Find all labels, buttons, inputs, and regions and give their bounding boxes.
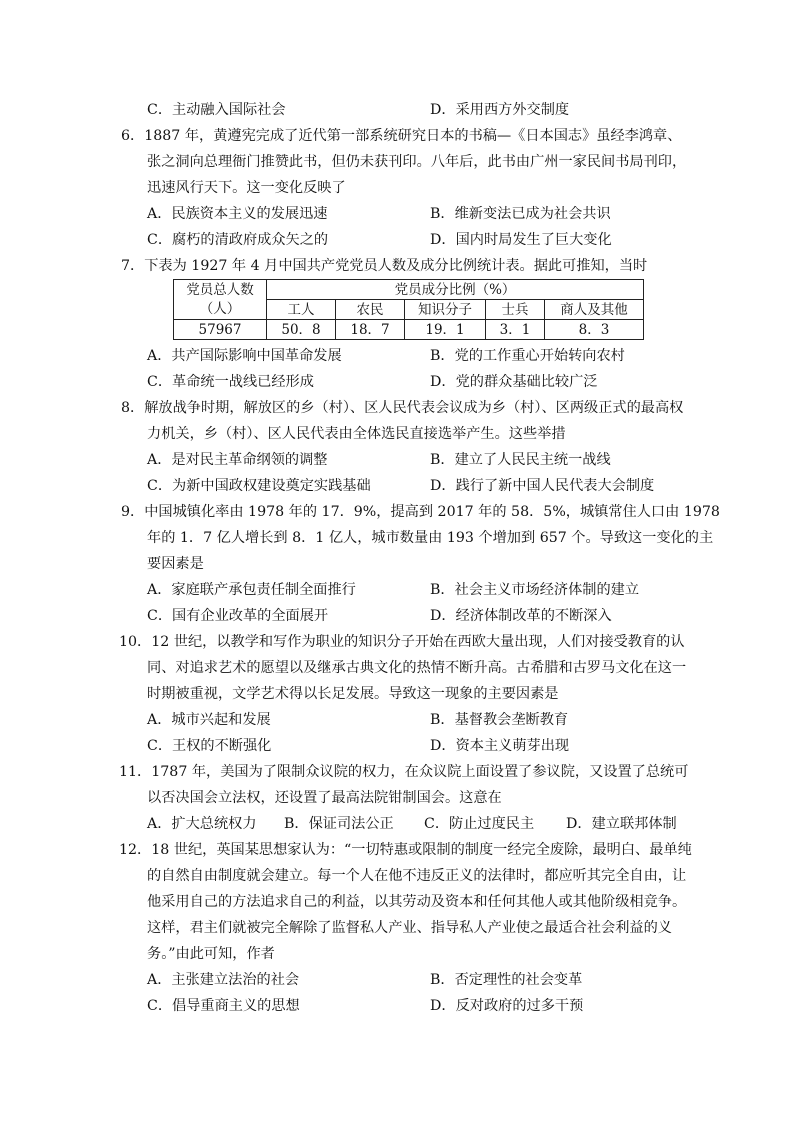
- q10-option-a: A．城市兴起和发展: [147, 712, 271, 728]
- q12-option-d: D．反对政府的过多干预: [430, 998, 584, 1014]
- table-row: [174, 320, 644, 340]
- value-workers: 50．8: [267, 320, 336, 340]
- q12-option-a: A．主张建立法治的社会: [147, 972, 300, 988]
- value-intellectuals: 19．1: [405, 320, 486, 340]
- column-header-merchants-others: 商人及其他: [545, 300, 644, 320]
- q6-option-b: B．维新变法已成为社会共识: [430, 206, 611, 222]
- q7-option-a: A．共产国际影响中国革命发展: [147, 348, 342, 364]
- q12-option-b: B．否定理性的社会变革: [430, 972, 583, 988]
- q7-stem-line1: 7．下表为 1927 年 4 月中国共产党党员人数及成分比例统计表。据此可推知，当时: [121, 258, 648, 274]
- q9-option-b: B．社会主义市场经济体制的建立: [430, 582, 640, 598]
- value-soldiers: 3．1: [486, 320, 545, 340]
- party-member-table: [173, 279, 644, 340]
- q7-option-b: B．党的工作重心开始转向农村: [430, 348, 625, 364]
- q12-stem-line2: 的自然自由制度就会建立。每一个人在他不违反正义的法律时，都应听其完全自由，让: [147, 868, 687, 884]
- q5-option-c: C．主动融入国际社会: [147, 102, 286, 118]
- q6-option-a: A．民族资本主义的发展迅速: [147, 206, 328, 222]
- q9-option-a: A．家庭联产承包责任制全面推行: [147, 582, 356, 598]
- q10-stem-line2: 同、对追求艺术的愿望以及继承古典文化的热情不断升高。古希腊和古罗马文化在这一: [147, 660, 687, 676]
- q11-option-d: D．建立联邦体制: [566, 816, 677, 832]
- q9-option-c: C．国有企业改革的全面展开: [147, 608, 329, 624]
- q12-stem-line3: 他采用自己的方法追求自己的利益，以其劳动及资本和任何其他人或其他阶级相竞争。: [147, 894, 687, 910]
- value-peasants: 18．7: [336, 320, 405, 340]
- q6-option-d: D．国内时局发生了巨大变化: [430, 232, 612, 248]
- q12-option-c: C．倡导重商主义的思想: [147, 998, 300, 1014]
- q10-option-b: B．基督教会垄断教育: [430, 712, 569, 728]
- q11-option-b: B．保证司法公正: [284, 816, 394, 832]
- q9-stem-line1: 9．中国城镇化率由 1978 年的 17．9%，提高到 2017 年的 58．5%，城镇常住人口由 1978: [121, 504, 720, 520]
- q8-option-a: A．是对民主革命纲领的调整: [147, 452, 328, 468]
- q7-option-d: D．党的群众基础比较广泛: [430, 374, 598, 390]
- q10-stem-line3: 时期被重视，文学艺术得以长足发展。导致这一现象的主要因素是: [147, 686, 559, 702]
- q11-option-c: C．防止过度民主: [424, 816, 535, 832]
- column-header-peasants: 农民: [336, 300, 405, 320]
- q9-stem-line3: 要因素是: [147, 556, 204, 572]
- q12-stem-line5: 务。”由此可知，作者: [147, 946, 275, 962]
- q6-stem-line3: 迅速风行天下。这一变化反映了: [147, 180, 346, 196]
- composition-ratio-header: 党员成分比例（%）: [267, 280, 644, 300]
- value-merchants-others: 8．3: [545, 320, 644, 340]
- q8-option-c: C．为新中国政权建设奠定实践基础: [147, 478, 371, 494]
- q8-stem-line1: 8．解放战争时期，解放区的乡（村）、区人民代表会议成为乡（村）、区两级正式的最高权: [121, 400, 684, 416]
- q10-stem-line1: 10．12 世纪，以教学和写作为职业的知识分子开始在西欧大量出现，人们对接受教育的认: [119, 634, 685, 650]
- total-members-value: 57967: [174, 320, 267, 340]
- q6-option-c: C．腐朽的清政府成众矢之的: [147, 232, 329, 248]
- q7-option-c: C．革命统一战线已经形成: [147, 374, 314, 390]
- q12-stem-line1: 12．18 世纪，英国某思想家认为：“一切特惠或限制的制度一经完全废除，最明白、最单纯: [119, 842, 692, 858]
- q10-option-c: C．王权的不断强化: [147, 738, 272, 754]
- q12-stem-line4: 这样，君主们就被完全解除了监督私人产业、指导私人产业使之最适合社会利益的义: [147, 920, 672, 936]
- q10-option-d: D．资本主义萌芽出现: [430, 738, 570, 754]
- q11-option-a: A．扩大总统权力: [147, 816, 257, 832]
- column-header-intellectuals: 知识分子: [405, 300, 486, 320]
- q6-stem-line2: 张之洞向总理衙门推赞此书，但仍未获刊印。八年后，此书由广州一家民间书局刊印，: [147, 154, 687, 170]
- total-members-header-line1: 党员总人数: [186, 281, 254, 298]
- total-members-header: [174, 280, 267, 320]
- column-header-workers: 工人: [267, 300, 336, 320]
- q6-stem-line1: 6．1887 年，黄遵宪完成了近代第一部系统研究日本的书稿—《日本国志》虽经李鸿章、: [121, 128, 682, 144]
- q11-stem-line1: 11．1787 年，美国为了限制众议院的权力，在众议院上面设置了参议院，又设置了总统可: [119, 764, 689, 780]
- table-header-row: [174, 280, 644, 300]
- q8-stem-line2: 力机关，乡（村）、区人民代表由全体选民直接选举产生。这些举措: [147, 426, 566, 442]
- total-members-header-line2: （人）: [199, 300, 241, 317]
- q8-option-d: D．践行了新中国人民代表大会制度: [430, 478, 655, 494]
- q8-option-b: B．建立了人民民主统一战线: [430, 452, 611, 468]
- column-header-soldiers: 士兵: [486, 300, 545, 320]
- q9-option-d: D．经济体制改革的不断深入: [430, 608, 612, 624]
- q5-option-d: D．采用西方外交制度: [430, 102, 570, 118]
- q9-stem-line2: 年的 1．7 亿人增长到 8．1 亿人，城市数量由 193 个增加到 657 个。导致这一变化的主: [147, 530, 714, 546]
- q11-stem-line2: 以否决国会立法权，还设置了最高法院钳制国会。这意在: [147, 790, 502, 806]
